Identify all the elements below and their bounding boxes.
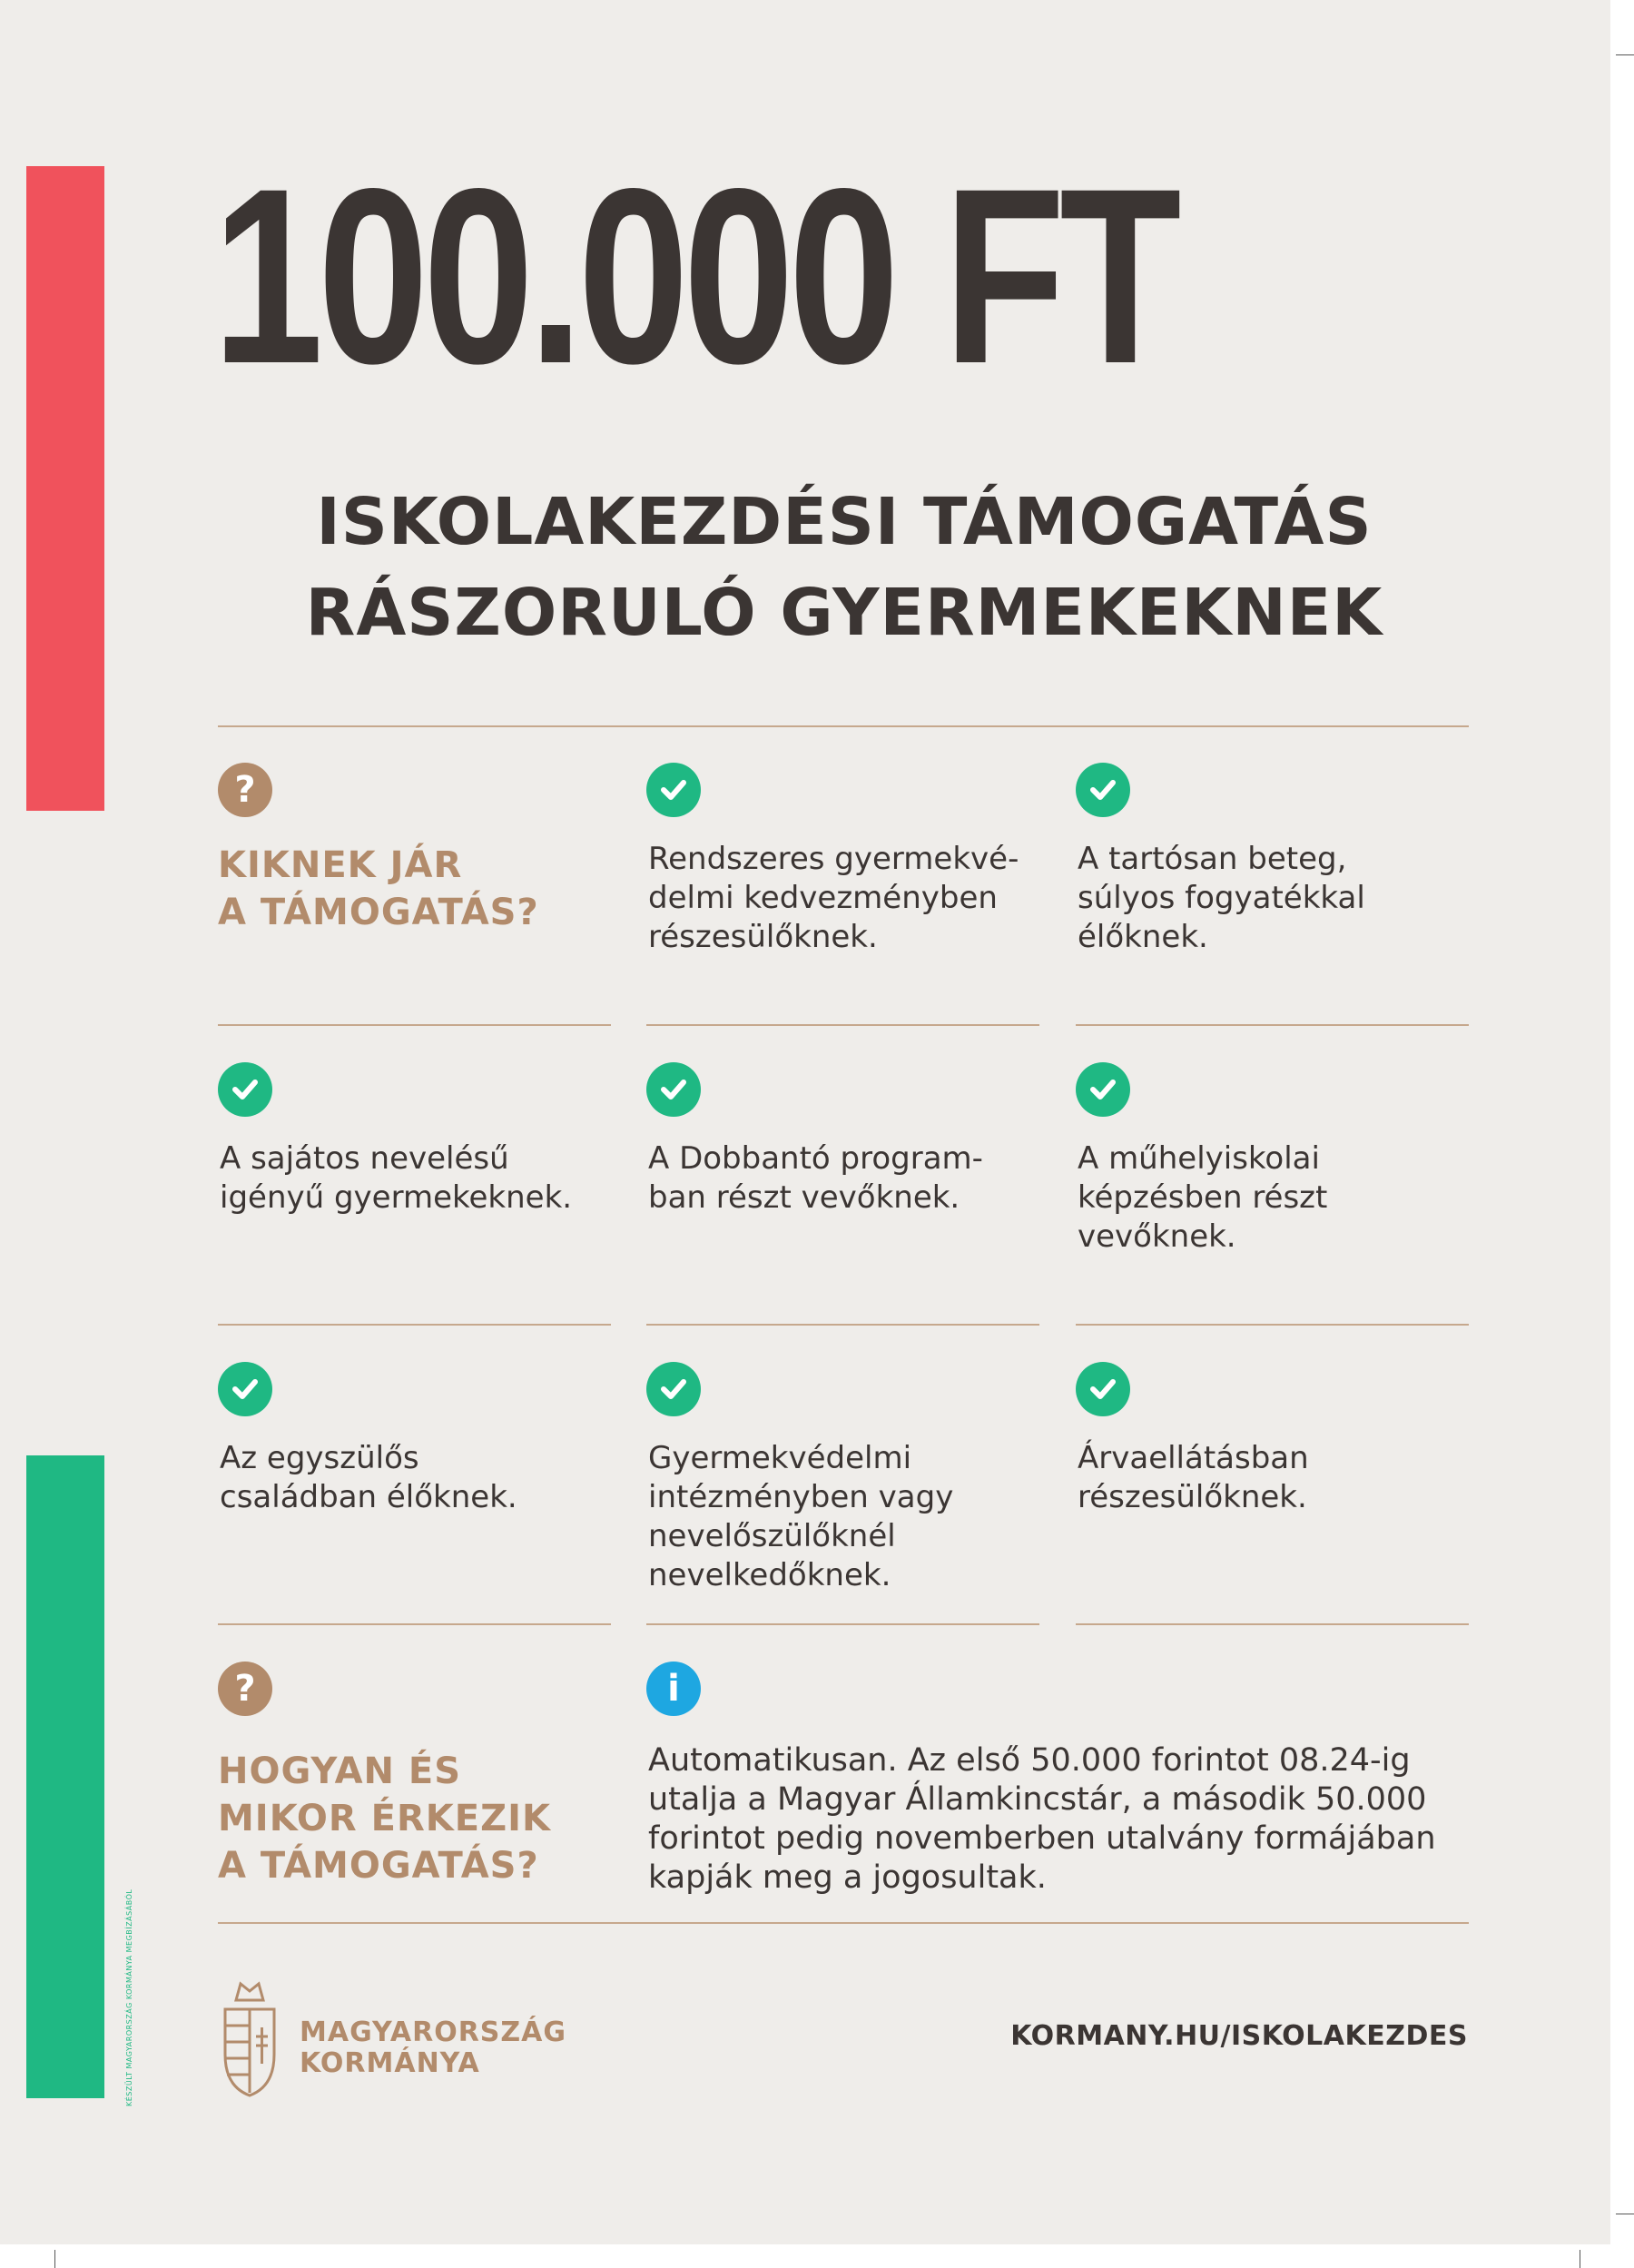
check-icon [1076, 1362, 1130, 1416]
org-name [300, 2017, 566, 2079]
check-mark [655, 1371, 692, 1407]
check-icon [218, 1362, 272, 1416]
check-mark [1085, 1371, 1121, 1407]
coat-of-arms-logo [218, 1973, 281, 2100]
eligibility-line: Rendszeres gyermekvé- [648, 841, 1019, 877]
check-icon [646, 1062, 701, 1117]
eligibility-line: vevőknek. [1078, 1218, 1236, 1255]
check-icon [646, 1362, 701, 1416]
flag-green-stripe [26, 1455, 104, 2098]
answer-line: utalja a Magyar Államkincstár, a második 50.000 [648, 1781, 1427, 1818]
eligibility-line: A Dobbantó program- [648, 1140, 983, 1177]
question-icon: ? [218, 1662, 272, 1716]
check-icon [1076, 763, 1130, 817]
flag-red-stripe [26, 166, 104, 811]
answer-line: kapják meg a jogosultak. [648, 1859, 1047, 1896]
check-icon [1076, 1062, 1130, 1117]
question-line: HOGYAN ÉS [218, 1750, 462, 1792]
divider [218, 1922, 1469, 1924]
question-line: KIKNEK JÁR [218, 844, 463, 886]
eligibility-line: A tartósan beteg, [1078, 841, 1347, 877]
subheadline [218, 477, 1471, 658]
check-icon [646, 763, 701, 817]
divider [1076, 1623, 1469, 1625]
side-credit: KÉSZÜLT MAGYARORSZÁG KORMÁNYA MEGBÍZÁSÁBÓL [125, 1888, 133, 2106]
divider [646, 1623, 1039, 1625]
info-icon: i [646, 1662, 701, 1716]
headline-amount: 100.000 FT [212, 137, 1176, 416]
eligibility-line: nevelőszülőknél [648, 1518, 896, 1554]
eligibility-line: A sajátos nevelésű [220, 1140, 509, 1177]
answer-line: Automatikusan. Az első 50.000 forintot 08.24-ig [648, 1742, 1411, 1779]
eligibility-line: képzésben részt [1078, 1179, 1328, 1216]
subheadline-line: ISKOLAKEZDÉSI TÁMOGATÁS [316, 484, 1373, 559]
check-mark [1085, 772, 1121, 808]
answer-text [648, 1741, 1436, 1898]
eligibility-text [220, 1439, 517, 1517]
check-mark [227, 1371, 263, 1407]
divider [646, 1324, 1039, 1326]
eligibility-text [220, 1139, 572, 1218]
check-mark [655, 1071, 692, 1108]
crop-mark [1616, 54, 1634, 55]
eligibility-line: részesülőknek. [1078, 1479, 1307, 1515]
divider [1076, 1324, 1469, 1326]
eligibility-line: A műhelyiskolai [1078, 1140, 1320, 1177]
divider [1076, 1024, 1469, 1026]
org-name-line: MAGYARORSZÁG [300, 2017, 567, 2048]
question-line: MIKOR ÉRKEZIK [218, 1798, 551, 1839]
eligibility-line: igényű gyermekeknek. [220, 1179, 573, 1216]
check-mark [1085, 1071, 1121, 1108]
question-line: A TÁMOGATÁS? [218, 892, 539, 933]
divider [218, 1623, 611, 1625]
check-icon [218, 1062, 272, 1117]
divider [218, 725, 1469, 727]
answer-line: forintot pedig novemberben utalvány formájában [648, 1820, 1436, 1857]
eligibility-line: ban részt vevőknek. [648, 1179, 960, 1216]
eligibility-text [1078, 1139, 1327, 1257]
question-hogyan-mikor [218, 1748, 551, 1889]
question-kiknek-jar [218, 842, 539, 936]
eligibility-line: Az egyszülős [220, 1440, 419, 1476]
eligibility-line: részesülőknek. [648, 919, 878, 955]
divider [646, 1024, 1039, 1026]
eligibility-line: Gyermekvédelmi [648, 1440, 912, 1476]
org-name-line: KORMÁNYA [300, 2047, 480, 2079]
eligibility-line: delmi kedvezményben [648, 880, 998, 916]
question-icon: ? [218, 763, 272, 817]
eligibility-text [648, 840, 1019, 957]
eligibility-text [648, 1139, 983, 1218]
question-line: A TÁMOGATÁS? [218, 1845, 539, 1887]
eligibility-line: intézményben vagy [648, 1479, 954, 1515]
eligibility-line: családban élőknek. [220, 1479, 517, 1515]
eligibility-line: súlyos fogyatékkal [1078, 880, 1365, 916]
eligibility-text [1078, 840, 1365, 957]
divider [218, 1324, 611, 1326]
eligibility-line: élőknek. [1078, 919, 1208, 955]
check-mark [655, 772, 692, 808]
divider [218, 1024, 611, 1026]
subheadline-line: RÁSZORULÓ GYERMEKEKNEK [305, 575, 1383, 650]
eligibility-text [1078, 1439, 1309, 1517]
eligibility-text [648, 1439, 953, 1595]
website-url[interactable]: KORMANY.HU/ISKOLAKEZDES [1010, 2020, 1468, 2052]
eligibility-line: Árvaellátásban [1078, 1440, 1309, 1476]
check-mark [227, 1071, 263, 1108]
crop-mark [54, 2250, 55, 2268]
eligibility-line: nevelkedőknek. [648, 1557, 891, 1593]
